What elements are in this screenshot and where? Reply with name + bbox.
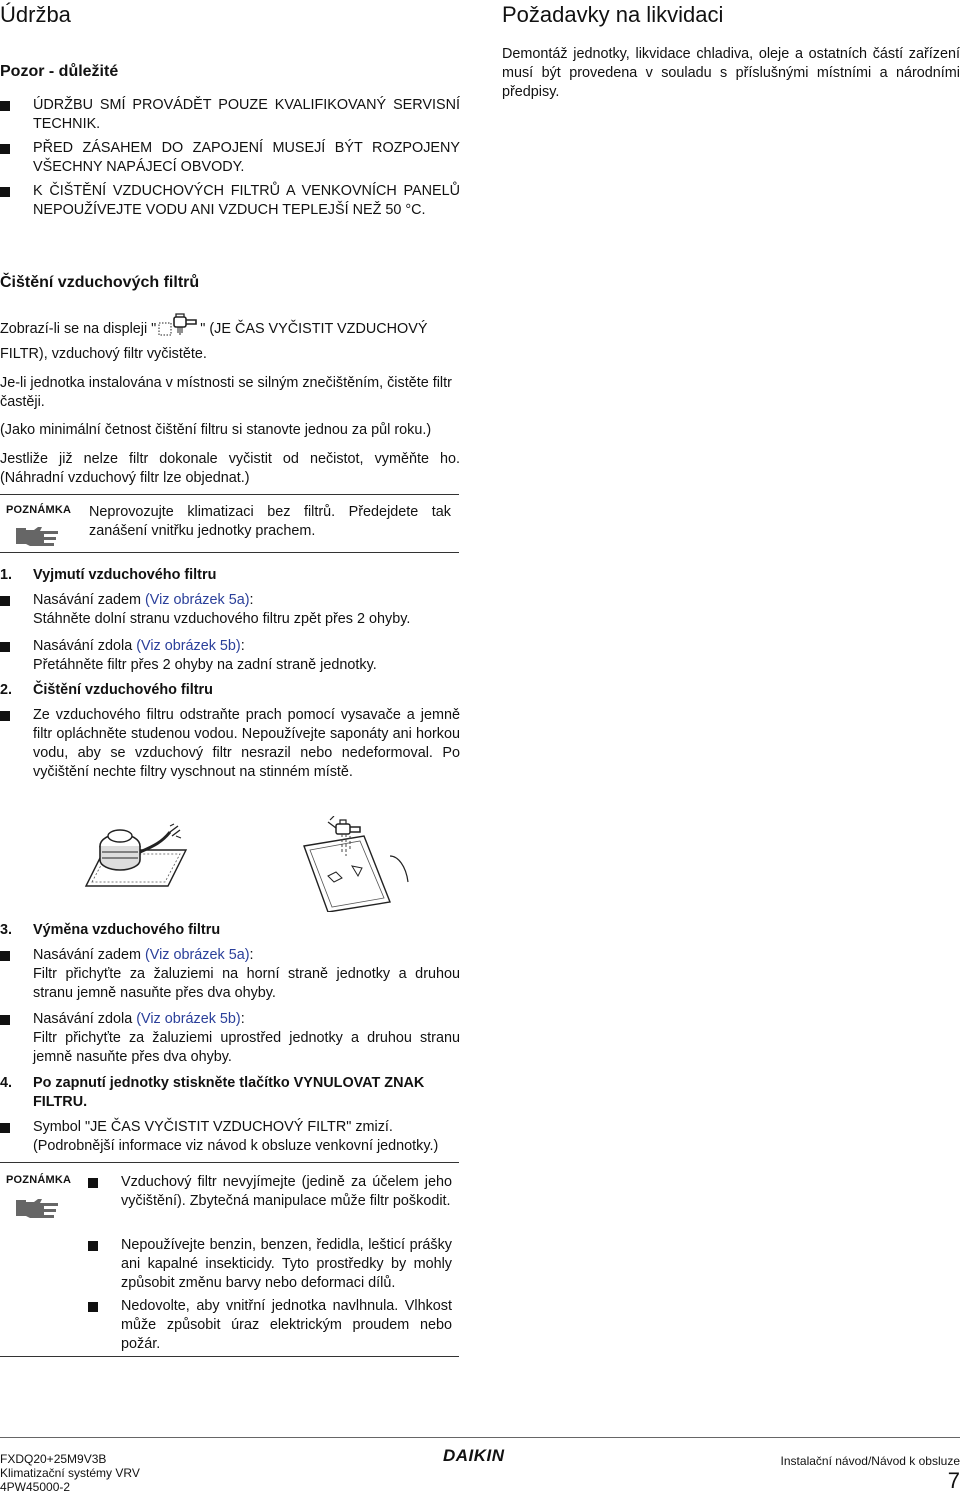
list-item xyxy=(0,706,460,782)
step-title: Výměna vzduchového filtru xyxy=(33,922,221,938)
list-item xyxy=(88,1173,452,1211)
display-text-after: " (JE ČAS VYČISTIT VZDUCHOVÝ xyxy=(200,321,428,337)
display-text-before: Zobrazí-li se na displeji " xyxy=(0,321,157,337)
step-text: Filtr přichyťte za žaluziemi na horní straně jednotky a druhou stranu jemně nasuňte přes dva ohyby. xyxy=(33,966,460,1001)
bullet-icon xyxy=(88,1241,98,1251)
step-text: Přetáhněte filtr přes 2 ohyby na zadní straně jednotky. xyxy=(33,657,377,673)
footer-doc: Instalační návod/Návod k obsluze xyxy=(780,1454,960,1468)
brand-logo: DAIKIN xyxy=(443,1446,505,1465)
intake-label: Nasávání zdola xyxy=(33,638,137,654)
note-item: Vzduchový filtr nevyjímejte (jedině za účelem jeho vyčištění). Zbytečná manipulace může filtr poškodit. xyxy=(121,1174,452,1209)
bullet-icon xyxy=(0,951,10,961)
note-divider-top xyxy=(0,1162,459,1163)
display-line-2: FILTR), vzduchový filtr vyčistěte. xyxy=(0,346,207,362)
cleaning-paragraph-2: Je-li jednotka instalována v místnosti se silným znečištěním, čistěte filtr častěji. xyxy=(0,375,452,410)
footer-series: Klimatizační systémy VRV xyxy=(0,1466,140,1480)
vacuum-cleaning-illustration xyxy=(82,822,197,894)
caution-item-2: PŘED ZÁSAHEM DO ZAPOJENÍ MUSEJÍ BÝT ROZPOJENY VŠECHNY NAPÁJECÍ OBVODY. xyxy=(33,140,460,175)
section-title-disposal: Požadavky na likvidaci xyxy=(502,2,724,27)
bullet-icon xyxy=(0,101,10,111)
list-item xyxy=(0,637,460,675)
bullet-icon xyxy=(88,1302,98,1312)
note-label: POZNÁMKA xyxy=(6,504,72,516)
colon: : xyxy=(240,1011,245,1027)
list-item xyxy=(0,1118,460,1156)
bullet-icon xyxy=(0,642,10,652)
page-number: 7 xyxy=(947,1468,960,1493)
colon: : xyxy=(249,947,254,963)
intake-label: Nasávání zdola xyxy=(33,1011,137,1027)
list-item xyxy=(0,591,460,629)
note-label: POZNÁMKA xyxy=(6,1174,72,1186)
step-number: 3. xyxy=(0,922,13,938)
bullet-icon xyxy=(0,711,10,721)
step-number: 1. xyxy=(0,567,13,583)
note-text: Neprovozujte klimatizaci bez filtrů. Předejdete tak zanášení vnitřku jednotky prachem. xyxy=(89,504,451,539)
footer-code: 4PW45000-2 xyxy=(0,1480,71,1494)
footer-left xyxy=(0,1452,140,1494)
list-item xyxy=(0,1010,460,1067)
pointing-hand-icon xyxy=(16,1196,60,1222)
note-divider-bottom xyxy=(0,1356,459,1357)
intake-label: Nasávání zadem xyxy=(33,592,145,608)
water-rinsing-illustration xyxy=(298,816,428,912)
step-text: Symbol "JE ČAS VYČISTIT VZDUCHOVÝ FILTR" zmizí. (Podrobnější informace viz návod k obsluze venkovní jednotky.) xyxy=(33,1119,439,1154)
intake-label: Nasávání zadem xyxy=(33,947,145,963)
cleaning-paragraph-3: (Jako minimální četnost čištění filtru si stanovte jednou za půl roku.) xyxy=(0,422,432,438)
footer-rule xyxy=(0,1437,960,1438)
cleaning-paragraph-4: Jestliže již nelze filtr dokonale vyčistit od nečistot, vyměňte ho. (Náhradní vzduchový filtr lze objednat.) xyxy=(0,451,460,486)
list-item xyxy=(0,182,460,220)
disposal-text: Demontáž jednotky, likvidace chladiva, oleje a ostatních částí zařízení musí být provedena v souladu s příslušnými místními a národními předpisy. xyxy=(502,46,960,100)
step-title: Čištění vzduchového filtru xyxy=(33,682,213,698)
list-item xyxy=(0,96,460,134)
note-divider-top xyxy=(0,494,459,495)
colon: : xyxy=(249,592,254,608)
caution-heading: Pozor - důležité xyxy=(0,63,119,80)
bullet-icon xyxy=(0,187,10,197)
note-divider-bottom xyxy=(0,552,459,553)
step-number: 4. xyxy=(0,1075,13,1091)
step-title: Po zapnutí jednotky stiskněte tlačítko VYNULOVAT ZNAK FILTRU. xyxy=(33,1075,425,1110)
list-item xyxy=(88,1297,452,1354)
bullet-icon xyxy=(0,596,10,606)
figure-link[interactable]: (Viz obrázek 5b) xyxy=(136,638,241,654)
section-title-maintenance: Údržba xyxy=(0,2,71,27)
bullet-icon xyxy=(0,1123,10,1133)
list-item xyxy=(88,1236,452,1293)
filter-symbol-icon xyxy=(156,321,200,339)
footer-model: FXDQ20+25M9V3B xyxy=(0,1452,107,1466)
display-line xyxy=(0,320,460,339)
caution-item-1: ÚDRŽBU SMÍ PROVÁDĚT POUZE KVALIFIKOVANÝ SERVISNÍ TECHNIK. xyxy=(33,97,460,132)
colon: : xyxy=(240,638,245,654)
step-text: Filtr přichyťte za žaluziemi uprostřed jednotky a druhou stranu jemně nasuňte přes dva ohyby. xyxy=(33,1030,460,1065)
cleaning-heading: Čištění vzduchových filtrů xyxy=(0,274,200,291)
note-item: Nepoužívejte benzin, benzen, ředidla, lešticí prášky ani kapalné insekticidy. Tyto prostředky by mohly způsobit změnu barvy nebo deformaci dílů. xyxy=(121,1237,452,1291)
figure-link[interactable]: (Viz obrázek 5b) xyxy=(136,1011,241,1027)
bullet-icon xyxy=(0,1015,10,1025)
step-text: Ze vzduchového filtru odstraňte prach pomocí vysavače a jemně filtr opláchněte studenou vodou. Nepoužívejte saponáty ani horkou vodu, aby se vzduchový filtr nesrazil nebo nedeformoval. Po vyčištění nechte filtry vyschnout na stinném místě. xyxy=(33,707,460,780)
step-text: Stáhněte dolní stranu vzduchového filtru zpět přes 2 ohyby. xyxy=(33,611,411,627)
figure-link[interactable]: (Viz obrázek 5a) xyxy=(144,592,250,608)
bullet-icon xyxy=(88,1178,98,1188)
pointing-hand-icon xyxy=(16,524,60,550)
bullet-icon xyxy=(0,144,10,154)
list-item xyxy=(0,139,460,177)
step-title: Vyjmutí vzduchového filtru xyxy=(33,567,217,583)
step-number: 2. xyxy=(0,682,13,698)
caution-item-3: K ČIŠTĚNÍ VZDUCHOVÝCH FILTRŮ A VENKOVNÍCH PANELŮ NEPOUŽÍVEJTE VODU ANI VZDUCH TEPLEJŠÍ NEŽ 50 °C. xyxy=(33,183,460,218)
note-item: Nedovolte, aby vnitřní jednotka navlhnula. Vlhkost může způsobit úraz elektrickým proudem nebo požár. xyxy=(121,1298,452,1352)
figure-link[interactable]: (Viz obrázek 5a) xyxy=(144,947,250,963)
list-item xyxy=(0,946,460,1003)
